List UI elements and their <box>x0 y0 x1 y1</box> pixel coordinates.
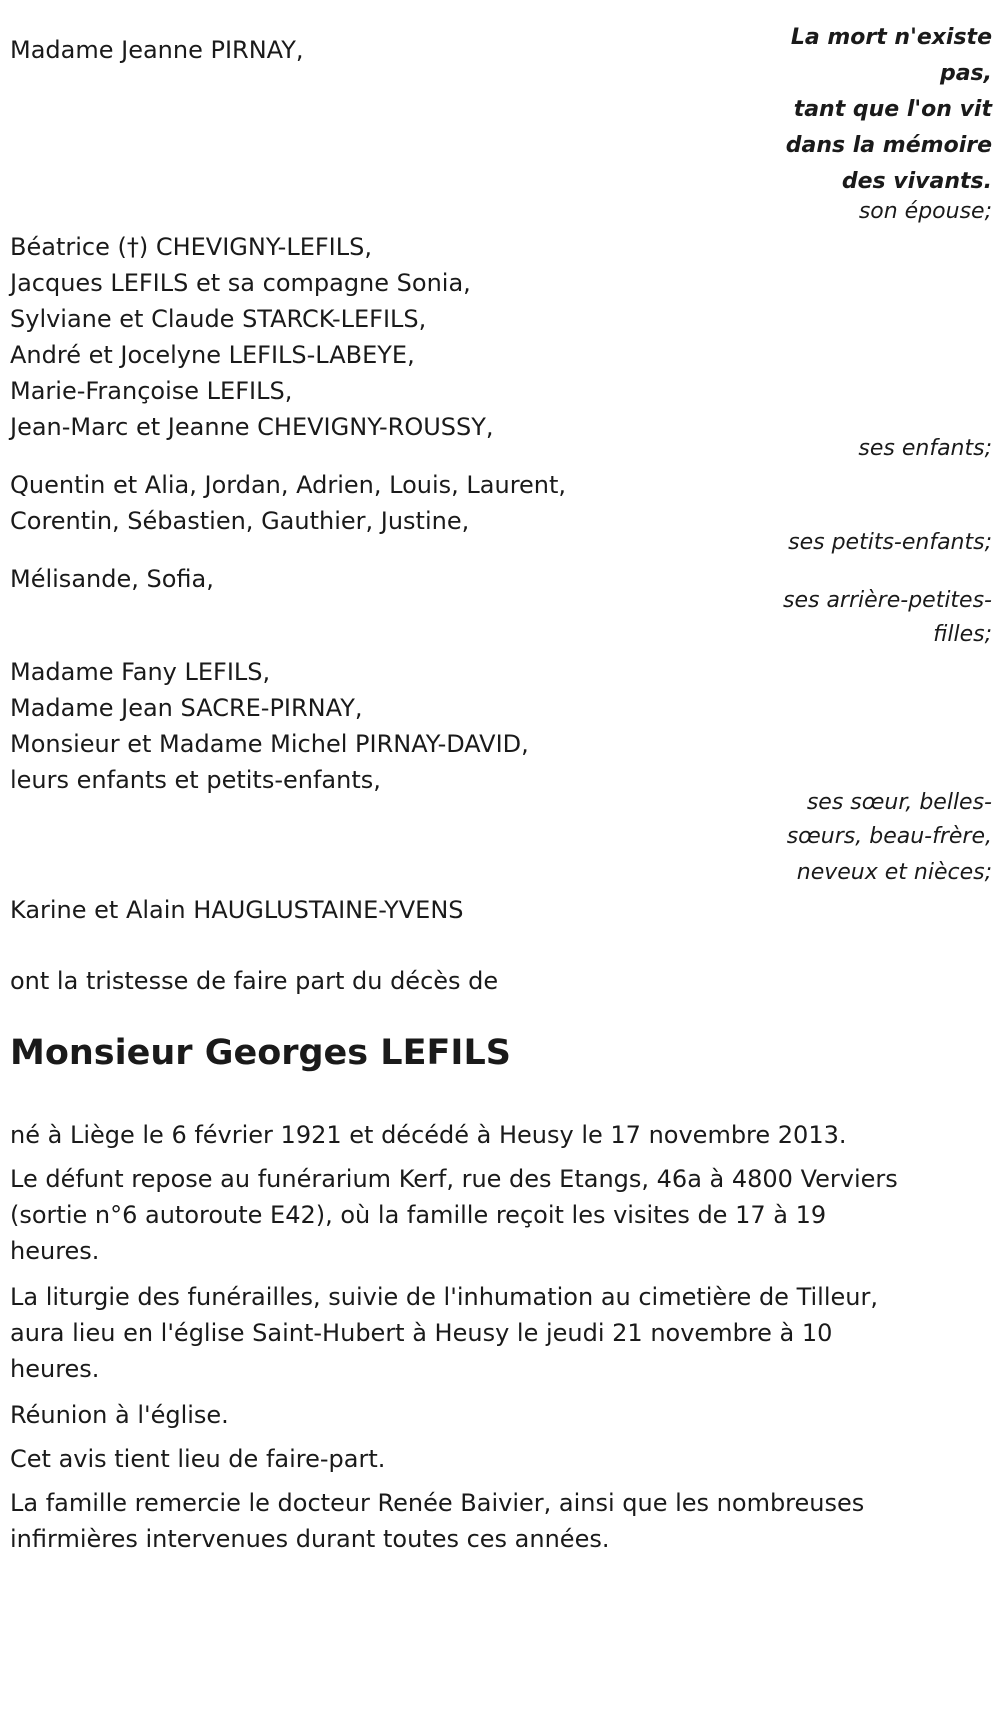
announcement: ont la tristesse de faire part du décès de <box>10 967 499 995</box>
quote-line: pas, <box>939 61 992 86</box>
child-line: Sylviane et Claude STARCK-LEFILS, <box>10 305 427 333</box>
grandchildren-role: ses petits-enfants; <box>788 530 992 555</box>
siblings-role: sœurs, beau-frère, <box>786 824 992 849</box>
other-line: Karine et Alain HAUGLUSTAINE-YVENS <box>10 896 464 924</box>
child-line: Jean-Marc et Jeanne CHEVIGNY-ROUSSY, <box>10 413 494 441</box>
grandchild-line: Corentin, Sébastien, Gauthier, Justine, <box>10 507 470 535</box>
spouse-name: Madame Jeanne PIRNAY, <box>10 36 304 64</box>
child-name: Béatrice (†) CHEVIGNY-LEFILS, <box>10 233 372 261</box>
meeting-paragraph: Réunion à l'église. <box>10 1401 229 1429</box>
quote-line: dans la mémoire <box>785 133 992 158</box>
children-role: ses enfants; <box>858 436 992 461</box>
deceased-name: Monsieur Georges LEFILS <box>10 1033 511 1073</box>
siblings-role: ses sœur, belles- <box>806 790 992 815</box>
child-line <box>10 229 372 265</box>
grandchild-line: Quentin et Alia, Jordan, Adrien, Louis, Laurent, <box>10 471 567 499</box>
spouse-role: son épouse; <box>858 199 992 224</box>
sibling-line: leurs enfants et petits-enfants, <box>10 766 381 794</box>
sibling-line: Monsieur et Madame Michel PIRNAY-DAVID, <box>10 730 529 758</box>
child-line: Marie-Françoise LEFILS, <box>10 377 293 405</box>
sibling-line: Madame Fany LEFILS, <box>10 658 271 686</box>
thanks-paragraph: La famille remercie le docteur Renée Baivier, ainsi que les nombreuses infirmières intervenues durant toutes ces années. <box>10 1489 865 1553</box>
quote-line: des vivants. <box>841 169 992 194</box>
visitation-paragraph: Le défunt repose au funérarium Kerf, rue des Etangs, 46a à 4800 Verviers (sortie n°6 autoroute E42), où la famille reçoit les visites de 17 à 19 heures. <box>10 1165 898 1265</box>
child-line: André et Jocelyne LEFILS-LABEYE, <box>10 341 415 369</box>
funeral-paragraph: La liturgie des funérailles, suivie de l'inhumation au cimetière de Tilleur, aura lieu en l'église Saint-Hubert à Heusy le jeudi 21 novembre à 10 heures. <box>10 1283 878 1383</box>
quote-line: La mort n'existe <box>790 25 992 50</box>
great-grandchildren-role: filles; <box>933 622 992 647</box>
siblings-role: neveux et nièces; <box>796 860 992 885</box>
birth-death-paragraph: né à Liège le 6 février 1921 et décédé à Heusy le 17 novembre 2013. <box>10 1121 847 1149</box>
sibling-line: Madame Jean SACRE-PIRNAY, <box>10 694 363 722</box>
great-grandchild-line: Mélisande, Sofia, <box>10 565 214 593</box>
great-grandchildren-role: ses arrière-petites- <box>783 588 992 613</box>
notice-paragraph: Cet avis tient lieu de faire-part. <box>10 1445 386 1473</box>
quote-line: tant que l'on vit <box>793 97 992 122</box>
quote <box>786 20 992 200</box>
child-line: Jacques LEFILS et sa compagne Sonia, <box>10 269 471 297</box>
